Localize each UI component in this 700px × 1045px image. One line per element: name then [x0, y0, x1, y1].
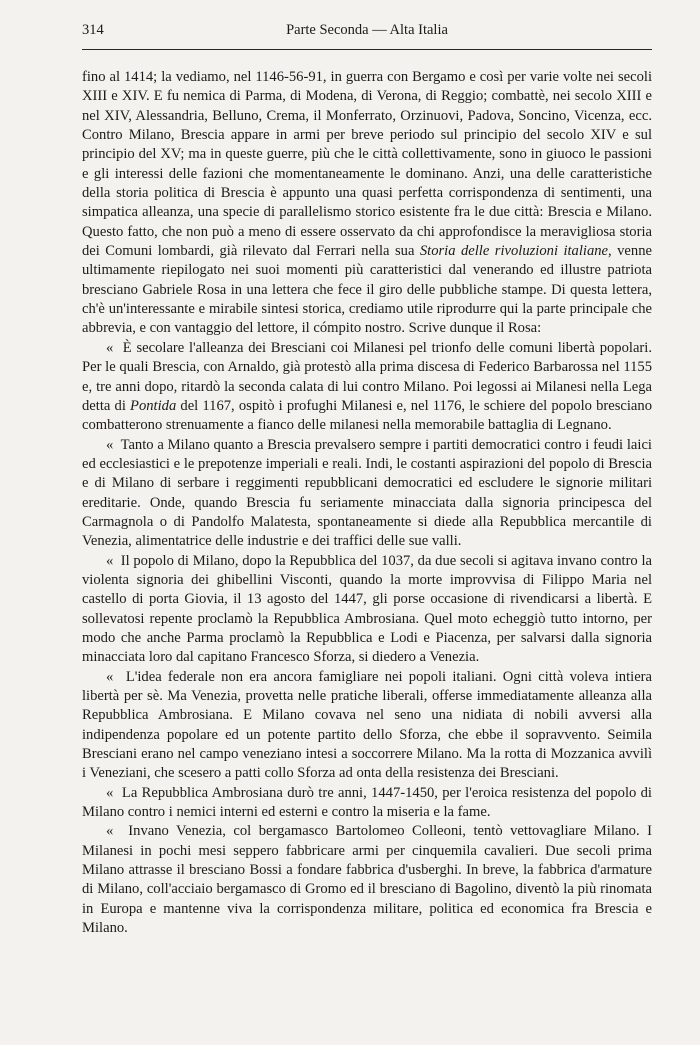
quote-paragraph-7	[82, 822, 652, 938]
body-text	[82, 68, 652, 938]
quote-paragraph-4	[82, 552, 652, 668]
paragraph-6-text: La Repubblica Ambrosiana durò tre anni, 1447-1450, per l'eroica resistenza del popolo di Milano contro i nemici interni ed esterni e contro la miseria e la fame.	[82, 784, 652, 821]
book-title-italic: Storia delle rivoluzioni italiane	[419, 243, 609, 260]
paragraph-5-text: L'idea federale non era ancora famigliare nei popoli italiani. Ogni città voleva intiera libertà per sè. Ma Venezia, provetta nelle pratiche liberali, offerse immediatamente alleanza alla Repubblica Ambrosiana. E Milano covava nel seno una nidiata di nobili avversi alla indipendenza popolare ed un potente partito dello Sforza, che ebbe il sopravvento. Seimila Bresciani erano nel campo veneziano intesi a soccorrere Milano. Ma la rotta di Mozzanica avvilì i Veneziani, che scesero a patti collo Sforza ad onta della resistenza dei Bresciani.	[82, 668, 653, 782]
quote-paragraph-3	[82, 436, 652, 552]
quote-paragraph-5	[82, 668, 652, 784]
header-rule	[82, 49, 652, 50]
quote-paragraph-6	[82, 784, 652, 823]
quote-paragraph-2	[82, 339, 652, 436]
pontida-italic: Pontida	[130, 397, 177, 414]
paragraph-2-text-b: del 1167, ospitò i profughi Milanesi e, nel 1176, le schiere del popolo bresciano combatterono strenuamente a fianco delle milanesi nella memorabile battaglia di Legnano.	[82, 397, 652, 434]
page-number: 314	[82, 22, 104, 38]
paragraph-3-text: Tanto a Milano quanto a Brescia prevalsero sempre i partiti democratici contro i feudi laici ed ecclesiastici e le prepotenze imperiali e reali. Indi, le costanti aspirazioni del popolo di Brescia e di Milano di serbare i reggimenti repubblicani democratici ed escludere le signorie militari ereditarie. Onde, quando Brescia fu seriamente minacciata dalla signoria principesca del Carmagnola o di Pandolfo Malatesta, spontaneamente si diede alla Repubblica mercantile di Venezia, alimentatrice delle industrie e dei traffici delle sue valli.	[82, 436, 652, 550]
paragraph-7-text: Invano Venezia, col bergamasco Bartolomeo Colleoni, tentò vettovagliare Milano. I Milanesi in pochi mesi seppero fabbricare armi per cinquemila cavalieri. Due secoli prima Milano attrasse il bresciano Bossi a fondare fabbrica d'usberghi. In breve, la fabbrica d'armature di Milano, coll'acciaio bergamasco di Gromo ed il bresciano di Bagolino, diventò la più rinomata in Europa e mantenne viva la corrispondenza militare, politica ed economica fra Brescia e Milano.	[82, 823, 652, 937]
paragraph-1	[82, 68, 652, 339]
paragraph-2-text-a: È secolare l'alleanza dei Bresciani coi Milanesi pel trionfo delle comuni libertà popolari. Per le quali Brescia, con Arnaldo, già protestò alla prima discesa di Federico Barbarossa nel 1155 e, tre anni dopo, ritardò la seconda calata di lui contro Milano. Poi legossi ai Milanesi nella Lega detta di	[82, 339, 652, 414]
paragraph-1-text-a: fino al 1414; la vediamo, nel 1146-56-91, in guerra con Bergamo e così per varie volte nei secoli XIII e XIV. E fu nemica di Parma, di Modena, di Verona, di Reggio; combattè, nei secolo XIII e nel XIV, Alessandria, Belluno, Crema, il Monferrato, Orzinuovi, Padova, Soncino, Vicenza, ecc. Contro Milano, Brescia appare in armi per breve periodo sul principio del secolo XIV e sul principio del XV; ma in queste guerre, più che le città collettivamente, sono in giuoco le passioni e gli interessi delle fazioni che momentaneamente le dominano. Anzi, una delle caratteristiche della storia politica di Brescia è appunto una quasi perfetta corrispondenza di sentimenti, una simpatica alleanza, una specie di parallelismo storico esistente fra le due città: Brescia e Milano. Questo fatto, che non può a meno di essere osservato da chi approfondisce la meravigliosa storia dei Comuni lombardi, già rilevato dal Ferrari nella sua	[82, 69, 652, 260]
paragraph-4-text: Il popolo di Milano, dopo la Repubblica del 1037, da due secoli si agitava invano contro la violenta signoria dei ghibellini Visconti, quando la morte improvvisa di Filippo Maria nel castello di porta Giovia, il 13 agosto del 1447, gli porse occasione di rivendicarsi a libertà. E sollevatosi repente proclamò la Repubblica Ambrosiana. Quel moto echeggiò tutto intorno, per modo che anche Parma proclamò la Repubblica e Lodi e Piacenza, per salvarsi dalla signoria minacciata loro dal capitano Francesco Sforza, si diedero a Venezia.	[82, 552, 652, 666]
paragraph-1-text-b: , venne ultimamente riepilogato nei suoi momenti più caratteristici dal venerando ed illustre patriota bresciano Gabriele Rosa in una lettera che fece il giro delle pubbliche stampe. Di questa lettera, ch'è un'interessante e mirabile sintesi storica, crediamo utile riprodurre qui la parte principale che abbrevia, e con vantaggio del lettore, il cómpito nostro. Scrive dunque il Rosa:	[82, 243, 652, 337]
page-header	[82, 22, 652, 46]
running-head: Parte Seconda — Alta Italia	[286, 22, 448, 38]
